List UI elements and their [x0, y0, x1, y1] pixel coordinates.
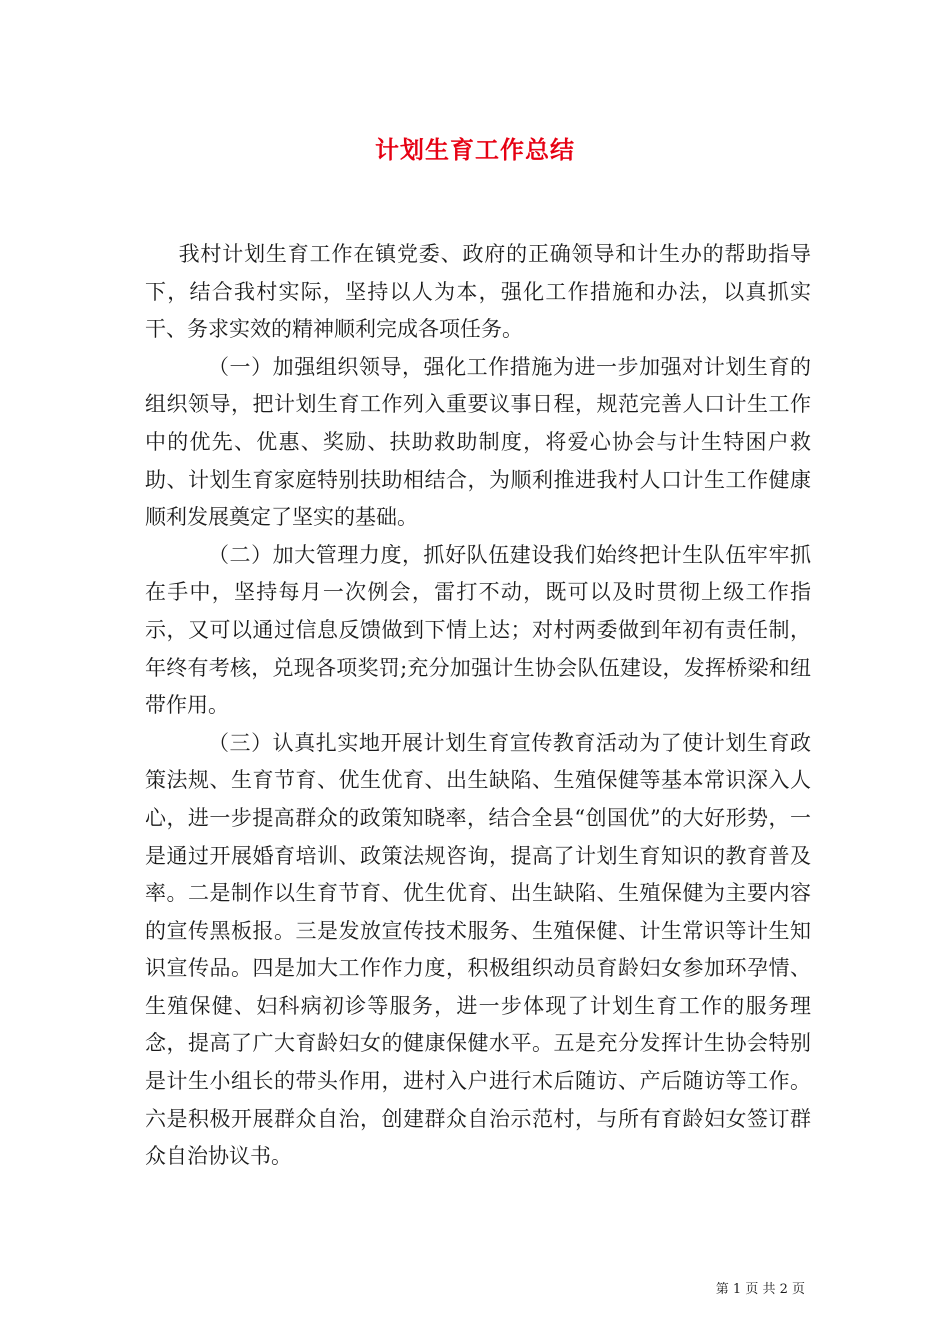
paragraph-section-1: （一）加强组织领导，强化工作措施为进一步加强对计划生育的组织领导，把计划生育工作列入重要议事日程，规范完善人口计生工作中的优先、优惠、奖励、扶助救助制度，将爱心协会与计生特困户救助、计划生育家庭特别扶助相结合，为顺利推进我村人口计生工作健康顺利发展奠定了坚实的基础。: [145, 354, 811, 530]
paragraph-intro: 我村计划生育工作在镇党委、政府的正确领导和计生办的帮助指导下，结合我村实际，坚持以人为本，强化工作措施和办法，以真抓实干、务求实效的精神顺利完成各项任务。: [145, 242, 811, 342]
page-number-footer: 第 1 页 共 2 页: [715, 1282, 805, 1297]
paragraph-section-3: （三）认真扎实地开展计划生育宣传教育活动为了使计划生育政策法规、生育节育、优生优育、出生缺陷、生殖保健等基本常识深入人心，进一步提高群众的政策知晓率，结合全县“创国优”的大好形势，一是通过开展婚育培训、政策法规咨询，提高了计划生育知识的教育普及率。二是制作以生育节育、优生优育、出生缺陷、生殖保健为主要内容的宣传黑板报。三是发放宣传技术服务、生殖保健、计生常识等计生知识宣传品。四是加大工作作力度，积极组织动员育龄妇女参加环孕情、生殖保健、妇科病初诊等服务，进一步体现了计划生育工作的服务理念，提高了广大育龄妇女的健康保健水平。五是充分发挥计生协会特别是计生小组长的带头作用，进村入户进行术后随访、产后随访等工作。六是积极开展群众自治，创建群众自治示范村，与所有育龄妇女签订群众自治协议书。: [145, 730, 811, 1169]
document-body: [145, 236, 811, 1176]
document-title: 计划生育工作总结: [375, 135, 575, 164]
paragraph-section-2: （二）加大管理力度，抓好队伍建设我们始终把计生队伍牢牢抓在手中，坚持每月一次例会，雷打不动，既可以及时贯彻上级工作指示，又可以通过信息反馈做到下情上达；对村两委做到年初有责任制，年终有考核，兑现各项奖罚;充分加强计生协会队伍建设，发挥桥梁和纽带作用。: [145, 542, 811, 718]
